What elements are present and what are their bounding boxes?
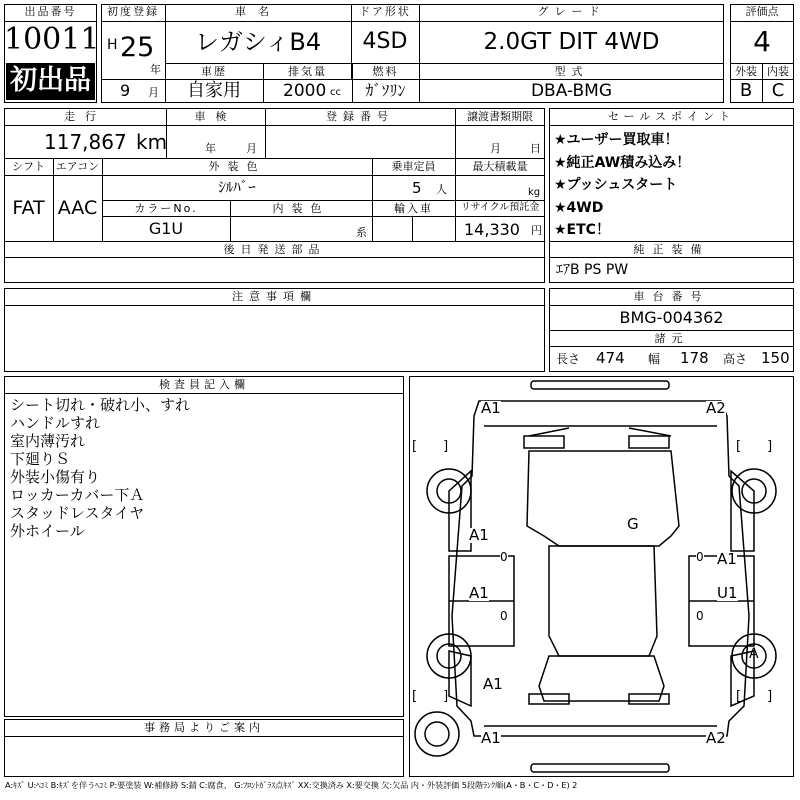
width: 178	[680, 349, 709, 367]
rear-right-lamp	[629, 694, 669, 704]
shift: FAT	[12, 197, 45, 219]
car-name: レガシィB4	[194, 28, 322, 56]
rear-bumper-strip	[531, 764, 669, 772]
spare-wheel	[415, 712, 459, 756]
first-listing-badge-text: 初出品	[10, 65, 91, 96]
inspection-year-char: 年	[205, 142, 216, 155]
inspector-notes	[10, 396, 190, 540]
sales-point: ★ETC！	[554, 222, 610, 238]
office-info-label: 事務局よりご案内	[144, 721, 264, 734]
recycle: 14,330	[464, 220, 520, 239]
interior-grade: C	[771, 80, 785, 101]
seats-label: 乗車定員	[391, 160, 436, 173]
damage-mark-right-front-door: A1	[717, 550, 737, 568]
ac: AAC	[57, 197, 98, 219]
shift-label: シフト	[12, 160, 45, 173]
deferred-parts-label: 後日発送部品	[223, 243, 326, 256]
import-label: 輸入車	[394, 202, 433, 215]
height: 150	[761, 349, 790, 367]
displacement-label: 排気量	[288, 65, 327, 78]
ac-label: エアコン	[55, 160, 100, 173]
sales-point: ★4WD	[554, 199, 604, 216]
front-left-lamp	[524, 436, 564, 448]
lot-number-label: 出品番号	[24, 5, 77, 18]
equipment-label: 純正装備	[633, 243, 710, 256]
inspector-note: ロッカーカバー下Ａ	[10, 486, 145, 504]
legend-text: A:ｷｽﾞ U:ﾍｺﾐ B:ｷｽﾞを伴うﾍｺﾐ P:要塗装 W:補修跡 S:錆 C:腐食、 G:ﾌﾛﾝﾄｶﾞﾗｽ点ｷｽﾞ XX:交換済み X:要交換 欠:欠品 内・外装評価 5段階ﾗﾝｸ順(A・B・C・D・E) 2	[5, 780, 578, 790]
transfer-label: 譲渡書類期限	[467, 110, 533, 123]
interior-label: 内装	[767, 65, 789, 78]
first-reg-label: 初度登録	[107, 5, 159, 18]
lot-number: 10011	[4, 22, 100, 57]
int-color-suffix: 系	[356, 226, 367, 239]
mileage: 117,867	[44, 130, 127, 154]
zero-mark-right-rear: 0	[696, 609, 704, 623]
zero-mark-left-rear: 0	[500, 609, 508, 623]
rear-left-lamp	[529, 694, 569, 704]
chassis-number: BMG-004362	[619, 308, 724, 327]
hood-area	[527, 451, 679, 546]
fuel-label: 燃料	[372, 65, 399, 78]
seats-unit: 人	[436, 183, 447, 196]
damage-mark-front-left: A1	[481, 399, 501, 417]
fuel: ｶﾞｿﾘﾝ	[365, 81, 406, 100]
mileage-unit: km	[136, 130, 168, 154]
exterior-grade: B	[739, 80, 753, 101]
sales-point: ★プッシュスタート	[554, 177, 678, 193]
ext-color-label: 外装色	[208, 160, 266, 173]
history-label: 車歴	[201, 65, 227, 78]
damage-mark-rear-left-quarter: A1	[483, 675, 503, 693]
damage-mark-rear-left: A1	[481, 729, 501, 747]
bracket-left: [ ]	[412, 439, 449, 454]
transfer-month-char: 月	[490, 142, 501, 155]
inspector-note: シート切れ・破れ小、すれ	[10, 396, 191, 414]
inspector-note: 外ホイール	[10, 522, 85, 540]
mileage-label: 走行	[64, 110, 106, 123]
width-label: 幅	[648, 352, 661, 366]
inspection-label: 車検	[194, 110, 237, 123]
reg-no-label: 登録番号	[326, 110, 394, 123]
dimensions-label: 諸元	[654, 332, 689, 345]
chassis-label: 車台番号	[633, 290, 710, 303]
length: 474	[596, 349, 625, 367]
exterior-label: 外装	[735, 65, 757, 78]
damage-mark-left-rear-door: A1	[469, 584, 489, 602]
bracket-right: [ ]	[736, 439, 773, 454]
score: 4	[753, 25, 771, 58]
car-name-label: 車名	[235, 5, 281, 18]
length-label: 長さ	[556, 352, 581, 366]
seats: 5	[412, 179, 422, 197]
bracket-right-rear: [ ]	[736, 689, 773, 704]
int-color-label: 内装色	[272, 202, 330, 215]
era-letter: H	[107, 37, 118, 53]
height-label: 高さ	[723, 352, 748, 366]
model-code-label: 型式	[554, 65, 589, 78]
reg-month: 9	[120, 81, 131, 100]
grade: 2.0GT DIT 4WD	[483, 29, 660, 55]
load-label: 最大積載量	[472, 160, 528, 173]
inspector-label: 検査員記入欄	[159, 378, 249, 391]
zero-mark-left-front: 0	[500, 550, 508, 564]
year-char: 年	[150, 63, 161, 76]
recycle-label: リサイクル預託金	[460, 202, 540, 213]
sales-points-list	[554, 129, 690, 242]
sales-point: ★純正AW積み込み！	[554, 154, 691, 171]
front-right-lamp	[629, 436, 669, 448]
door-type: 4SD	[362, 29, 408, 54]
score-label: 評価点	[745, 5, 779, 18]
zero-mark-right-front: 0	[696, 550, 704, 564]
load-unit: kg	[528, 187, 541, 198]
inspector-note: 下廻りＳ	[10, 450, 71, 468]
damage-mark-right-rear-door: U1	[717, 584, 738, 602]
damage-mark-front-right: A2	[706, 399, 726, 417]
history: 自家用	[187, 80, 241, 101]
car-body-diagram	[409, 376, 794, 777]
roof-area	[549, 546, 657, 656]
inspector-note: ハンドルすれ	[10, 414, 101, 432]
sales-point: ★ユーザー買取車！	[554, 132, 679, 148]
color-no-label: カラーNo.	[134, 202, 198, 215]
caution-notes-label: 注意事項欄	[232, 290, 317, 303]
damage-mark-roof: G	[627, 515, 639, 533]
era-year: 25	[120, 32, 155, 63]
inspector-note: スタッドレスタイヤ	[10, 504, 145, 522]
sales-points-label: セールスポイント	[607, 110, 735, 123]
inspection-month-char: 月	[246, 142, 257, 155]
recycle-unit: 円	[531, 224, 542, 237]
inspector-note: 外装小傷有り	[10, 468, 101, 486]
model-code: DBA-BMG	[530, 81, 613, 101]
month-char: 月	[148, 86, 159, 99]
front-bumper-strip	[531, 381, 669, 389]
equipment: ｴｱB PS PW	[556, 262, 629, 278]
grade-label: グレード	[537, 5, 606, 18]
door-label: ドア形状	[359, 5, 411, 18]
displacement-unit: cc	[330, 87, 341, 98]
bracket-left-rear: [ ]	[412, 689, 449, 704]
damage-mark-rear-right-wheel: A	[749, 646, 759, 662]
displacement: 2000	[283, 81, 327, 101]
transfer-day-char: 日	[530, 142, 541, 155]
damage-mark-left-front-door: A1	[469, 526, 489, 544]
inspector-note: 室内薄汚れ	[10, 432, 86, 450]
color-no: G1U	[148, 219, 184, 238]
damage-mark-rear-right: A2	[706, 729, 726, 747]
ext-color: ｼﾙﾊﾞｰ	[218, 178, 256, 196]
